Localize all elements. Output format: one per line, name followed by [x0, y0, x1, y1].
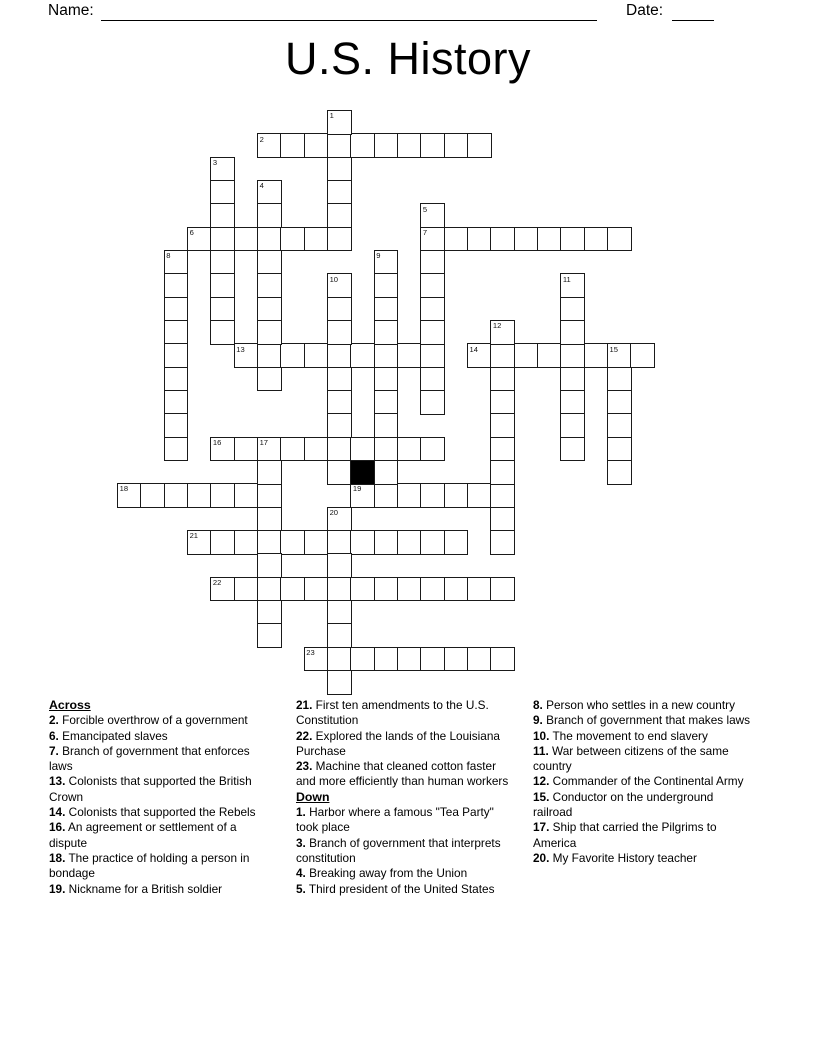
clue-number: 15.: [533, 789, 550, 804]
grid-cell[interactable]: [304, 227, 329, 252]
clue-text: Ship that carried the Pilgrims to America: [533, 820, 717, 850]
grid-cell[interactable]: [327, 390, 352, 415]
cell-number: 18: [119, 484, 129, 494]
clue-number: 11.: [533, 743, 549, 758]
clue-text: Breaking away from the Union: [305, 866, 468, 881]
grid-cell[interactable]: [397, 343, 422, 368]
grid-cell[interactable]: [490, 507, 515, 532]
grid-cell[interactable]: [210, 483, 235, 508]
clue-item-3: [296, 836, 514, 867]
grid-cell[interactable]: [374, 343, 399, 368]
grid-cell[interactable]: [374, 390, 399, 415]
grid-cell[interactable]: [374, 413, 399, 438]
clue-text: My Favorite History teacher: [549, 850, 697, 865]
grid-cell[interactable]: [327, 157, 352, 182]
grid-cell[interactable]: [584, 343, 609, 368]
grid-cell[interactable]: [374, 297, 399, 322]
grid-cell[interactable]: [327, 343, 352, 368]
clue-number: 10.: [533, 728, 550, 743]
black-cell: [350, 460, 375, 485]
grid-cell[interactable]: [350, 437, 375, 462]
clue-item-23: [296, 759, 514, 790]
clue-number: 6.: [49, 728, 59, 743]
grid-cell[interactable]: [257, 577, 282, 602]
grid-cell[interactable]: [420, 297, 445, 322]
grid-cell[interactable]: [374, 367, 399, 392]
grid-cell[interactable]: [257, 227, 282, 252]
grid-cell[interactable]: [257, 553, 282, 578]
grid-cell[interactable]: [234, 437, 259, 462]
grid-cell[interactable]: [164, 273, 189, 298]
grid-cell[interactable]: [350, 133, 375, 158]
grid-cell[interactable]: [210, 203, 235, 228]
clue-text: Explored the lands of the Louisiana Purchase: [296, 728, 500, 758]
clue-number: 13.: [49, 774, 66, 789]
grid-cell[interactable]: [420, 530, 445, 555]
grid-cell[interactable]: [327, 600, 352, 625]
grid-cell[interactable]: [560, 413, 585, 438]
cell-number: 10: [329, 274, 339, 284]
clue-number: 4.: [296, 866, 306, 881]
name-fill-line[interactable]: [101, 0, 597, 21]
grid-cell[interactable]: [560, 227, 585, 252]
grid-cell[interactable]: [257, 250, 282, 275]
grid-cell[interactable]: [327, 133, 352, 158]
grid-cell[interactable]: [327, 553, 352, 578]
grid-cell[interactable]: [257, 297, 282, 322]
clue-number: 22.: [296, 728, 313, 743]
grid-cell[interactable]: [327, 530, 352, 555]
grid-cell[interactable]: [514, 227, 539, 252]
clue-text: Emancipated slaves: [58, 728, 168, 743]
grid-cell[interactable]: [327, 297, 352, 322]
grid-cell[interactable]: [164, 297, 189, 322]
grid-cell[interactable]: [560, 343, 585, 368]
grid-cell[interactable]: [374, 320, 399, 345]
clue-text: Colonists that supported the British Crown: [49, 774, 252, 804]
grid-cell[interactable]: [210, 273, 235, 298]
clue-item-16: [49, 820, 267, 851]
grid-cell[interactable]: [280, 227, 305, 252]
name-label: Name:: [48, 2, 94, 19]
clue-item-18: [49, 851, 267, 882]
grid-cell[interactable]: [257, 343, 282, 368]
clue-item-7: [49, 744, 267, 775]
date-fill-line[interactable]: [672, 0, 714, 21]
grid-cell[interactable]: [234, 577, 259, 602]
clue-item-8: [533, 698, 751, 713]
cell-number: 8: [166, 251, 171, 261]
grid-cell[interactable]: [630, 343, 655, 368]
grid-cell[interactable]: [304, 437, 329, 462]
grid-cell[interactable]: [280, 577, 305, 602]
clue-number: 8.: [533, 698, 543, 712]
grid-cell[interactable]: [490, 460, 515, 485]
grid-cell[interactable]: [490, 227, 515, 252]
grid-cell[interactable]: [420, 367, 445, 392]
clue-column-3: [533, 698, 751, 866]
grid-cell[interactable]: [397, 437, 422, 462]
clue-number: 16.: [49, 820, 66, 835]
grid-cell[interactable]: [420, 647, 445, 672]
cell-number: 15: [609, 344, 618, 354]
grid-cell[interactable]: [280, 437, 305, 462]
grid-cell[interactable]: [374, 483, 399, 508]
grid-cell[interactable]: [257, 507, 282, 532]
clue-number: 21.: [296, 698, 313, 712]
cell-number: 7: [422, 227, 428, 237]
clue-text: Third president of the United States: [305, 881, 495, 896]
grid-cell[interactable]: [164, 367, 189, 392]
grid-cell[interactable]: [164, 390, 189, 415]
clue-text: Harbor where a famous "Tea Party" took place: [296, 805, 494, 835]
clue-column-1: [49, 698, 267, 897]
cell-number: 3: [212, 157, 218, 167]
clue-text: The movement to end slavery: [549, 728, 708, 743]
clue-number: 3.: [296, 835, 306, 850]
clue-number: 2.: [49, 713, 59, 728]
grid-cell[interactable]: [374, 437, 399, 462]
clue-item-13: [49, 774, 267, 805]
clue-item-12: [533, 774, 751, 789]
grid-cell[interactable]: [210, 227, 235, 252]
grid-cell[interactable]: [280, 530, 305, 555]
cell-number: 17: [259, 437, 269, 447]
grid-cell[interactable]: [327, 227, 352, 252]
clue-text: Branch of government that makes laws: [542, 713, 751, 728]
clue-text: Colonists that supported the Rebels: [65, 805, 256, 820]
grid-cell[interactable]: [327, 460, 352, 485]
grid-cell[interactable]: [210, 297, 235, 322]
grid-cell[interactable]: [257, 483, 282, 508]
grid-cell[interactable]: [420, 273, 445, 298]
clue-number: 23.: [296, 759, 313, 774]
grid-cell[interactable]: [304, 530, 329, 555]
grid-cell[interactable]: [397, 577, 422, 602]
grid-cell[interactable]: [374, 647, 399, 672]
grid-cell[interactable]: [467, 483, 492, 508]
grid-cell[interactable]: [304, 133, 329, 158]
grid-cell[interactable]: [537, 227, 562, 252]
grid-cell[interactable]: [374, 133, 399, 158]
grid-cell[interactable]: [280, 133, 305, 158]
clue-number: 9.: [533, 713, 543, 728]
grid-cell[interactable]: [374, 577, 399, 602]
grid-cell[interactable]: [537, 343, 562, 368]
down-header: Down: [296, 789, 330, 804]
clue-text: First ten amendments to the U.S. Constitution: [296, 698, 489, 728]
grid-cell[interactable]: [257, 273, 282, 298]
grid-cell[interactable]: [257, 367, 282, 392]
clue-text: Forcible overthrow of a government: [58, 713, 248, 728]
clue-item-22: [296, 729, 514, 760]
grid-cell[interactable]: [490, 647, 515, 672]
grid-cell[interactable]: [490, 390, 515, 415]
clue-text: Branch of government that enforces laws: [49, 743, 250, 774]
grid-cell[interactable]: [140, 483, 165, 508]
grid-cell[interactable]: [584, 227, 609, 252]
clue-text: Machine that cleaned cotton faster and more efficiently than human workers: [296, 759, 509, 789]
clue-text: Commander of the Continental Army: [549, 774, 744, 789]
crossword-grid: [117, 110, 656, 696]
grid-cell[interactable]: [490, 530, 515, 555]
clue-text: Person who settles in a new country: [542, 698, 735, 712]
grid-cell[interactable]: [397, 133, 422, 158]
clue-text: War between citizens of the same country: [533, 743, 729, 774]
grid-cell[interactable]: [490, 343, 515, 368]
cell-number: 23: [306, 647, 315, 657]
clue-text: Branch of government that interprets constitution: [296, 835, 501, 865]
grid-cell[interactable]: [234, 227, 259, 252]
grid-cell[interactable]: [444, 647, 469, 672]
clue-item-6: [49, 729, 267, 744]
cell-number: 11: [562, 274, 571, 284]
clue-text: An agreement or settlement of a dispute: [49, 820, 237, 850]
clue-number: 1.: [296, 805, 306, 820]
grid-cell[interactable]: [327, 623, 352, 648]
grid-cell[interactable]: [560, 297, 585, 322]
clue-item-5: [296, 882, 514, 897]
grid-cell[interactable]: [327, 413, 352, 438]
grid-cell[interactable]: [257, 203, 282, 228]
grid-cell[interactable]: [327, 320, 352, 345]
clue-item-1: [296, 805, 514, 836]
clue-number: 14.: [49, 805, 66, 820]
grid-cell[interactable]: [490, 577, 515, 602]
grid-cell[interactable]: [257, 600, 282, 625]
grid-cell[interactable]: [374, 273, 399, 298]
grid-cell[interactable]: [164, 413, 189, 438]
grid-cell[interactable]: [350, 343, 375, 368]
grid-cell[interactable]: [444, 577, 469, 602]
clue-column-2: [296, 698, 514, 897]
clue-item-14: [49, 805, 267, 820]
grid-cell[interactable]: [304, 577, 329, 602]
grid-cell[interactable]: [257, 530, 282, 555]
cell-number: 6: [189, 227, 194, 237]
grid-cell[interactable]: [420, 483, 445, 508]
cell-number: 20: [329, 507, 339, 517]
grid-cell[interactable]: [514, 343, 539, 368]
cell-number: 13: [236, 344, 245, 354]
grid-cell[interactable]: [327, 670, 352, 695]
grid-cell[interactable]: [490, 367, 515, 392]
grid-cell[interactable]: [327, 647, 352, 672]
grid-cell[interactable]: [420, 343, 445, 368]
grid-cell[interactable]: [560, 437, 585, 462]
grid-cell[interactable]: [350, 647, 375, 672]
grid-cell[interactable]: [607, 437, 632, 462]
cell-number: 21: [189, 531, 199, 541]
grid-cell[interactable]: [444, 227, 469, 252]
grid-cell[interactable]: [607, 367, 632, 392]
grid-cell[interactable]: [350, 577, 375, 602]
grid-cell[interactable]: [327, 437, 352, 462]
grid-cell[interactable]: [210, 250, 235, 275]
grid-cell[interactable]: [560, 367, 585, 392]
clue-text: Conductor on the underground railroad: [533, 789, 714, 820]
cell-number: 9: [376, 251, 381, 261]
grid-cell[interactable]: [304, 343, 329, 368]
grid-cell[interactable]: [467, 227, 492, 252]
cell-number: 12: [492, 321, 502, 331]
grid-cell[interactable]: [420, 133, 445, 158]
clue-item-11: [533, 744, 751, 775]
grid-cell[interactable]: [350, 530, 375, 555]
grid-cell[interactable]: [327, 367, 352, 392]
grid-cell[interactable]: [420, 437, 445, 462]
grid-cell[interactable]: [257, 460, 282, 485]
grid-cell[interactable]: [327, 203, 352, 228]
clue-item-19: [49, 882, 267, 897]
grid-cell[interactable]: [164, 437, 189, 462]
grid-cell[interactable]: [420, 390, 445, 415]
grid-cell[interactable]: [164, 320, 189, 345]
grid-cell[interactable]: [420, 250, 445, 275]
grid-cell[interactable]: [374, 460, 399, 485]
grid-cell[interactable]: [467, 133, 492, 158]
across-header: Across: [49, 698, 91, 712]
cell-number: 1: [329, 111, 334, 121]
grid-cell[interactable]: [234, 530, 259, 555]
clue-number: 18.: [49, 850, 66, 865]
grid-cell[interactable]: [374, 530, 399, 555]
clue-item-2: [49, 713, 267, 728]
grid-cell[interactable]: [164, 343, 189, 368]
clue-number: 5.: [296, 881, 306, 896]
grid-cell[interactable]: [164, 483, 189, 508]
grid-cell[interactable]: [560, 390, 585, 415]
grid-cell[interactable]: [467, 647, 492, 672]
clue-number: 19.: [49, 881, 66, 896]
grid-cell[interactable]: [607, 413, 632, 438]
grid-cell[interactable]: [187, 483, 212, 508]
grid-cell[interactable]: [234, 483, 259, 508]
cell-number: 16: [212, 437, 222, 447]
page-title: U.S. History: [284, 33, 532, 84]
grid-cell[interactable]: [420, 577, 445, 602]
grid-cell[interactable]: [327, 180, 352, 205]
grid-cell[interactable]: [210, 320, 235, 345]
grid-cell[interactable]: [607, 460, 632, 485]
grid-cell[interactable]: [257, 320, 282, 345]
clue-item-20: [533, 851, 751, 866]
clue-item-9: [533, 713, 751, 728]
grid-cell[interactable]: [420, 320, 445, 345]
clue-number: 7.: [49, 743, 59, 758]
cell-number: 14: [469, 344, 478, 354]
clue-number: 12.: [533, 774, 550, 789]
cell-number: 4: [259, 181, 264, 191]
clue-text: The practice of holding a person in bondage: [49, 850, 250, 881]
grid-cell[interactable]: [257, 623, 282, 648]
grid-cell[interactable]: [397, 647, 422, 672]
grid-cell[interactable]: [607, 227, 632, 252]
grid-cell[interactable]: [490, 437, 515, 462]
cell-number: 22: [212, 577, 222, 587]
clue-item-21: [296, 698, 514, 729]
cell-number: 5: [422, 204, 428, 214]
grid-cell[interactable]: [444, 133, 469, 158]
cell-number: 19: [352, 484, 362, 494]
clue-item-10: [533, 729, 751, 744]
clue-number: 17.: [533, 820, 550, 835]
grid-cell[interactable]: [327, 577, 352, 602]
grid-cell[interactable]: [607, 390, 632, 415]
grid-cell[interactable]: [397, 483, 422, 508]
date-label: Date:: [626, 2, 664, 19]
grid-cell[interactable]: [467, 577, 492, 602]
cell-number: 2: [259, 134, 264, 144]
clue-item-15: [533, 790, 751, 821]
clue-item-4: [296, 866, 514, 881]
grid-cell[interactable]: [397, 530, 422, 555]
grid-cell[interactable]: [444, 483, 469, 508]
grid-cell[interactable]: [490, 483, 515, 508]
grid-cell[interactable]: [280, 343, 305, 368]
clue-item-17: [533, 820, 751, 851]
grid-cell[interactable]: [444, 530, 469, 555]
grid-cell[interactable]: [210, 180, 235, 205]
clue-number: 20.: [533, 850, 550, 865]
grid-cell[interactable]: [490, 413, 515, 438]
grid-cell[interactable]: [210, 530, 235, 555]
clue-text: Nickname for a British soldier: [65, 881, 223, 896]
grid-cell[interactable]: [560, 320, 585, 345]
